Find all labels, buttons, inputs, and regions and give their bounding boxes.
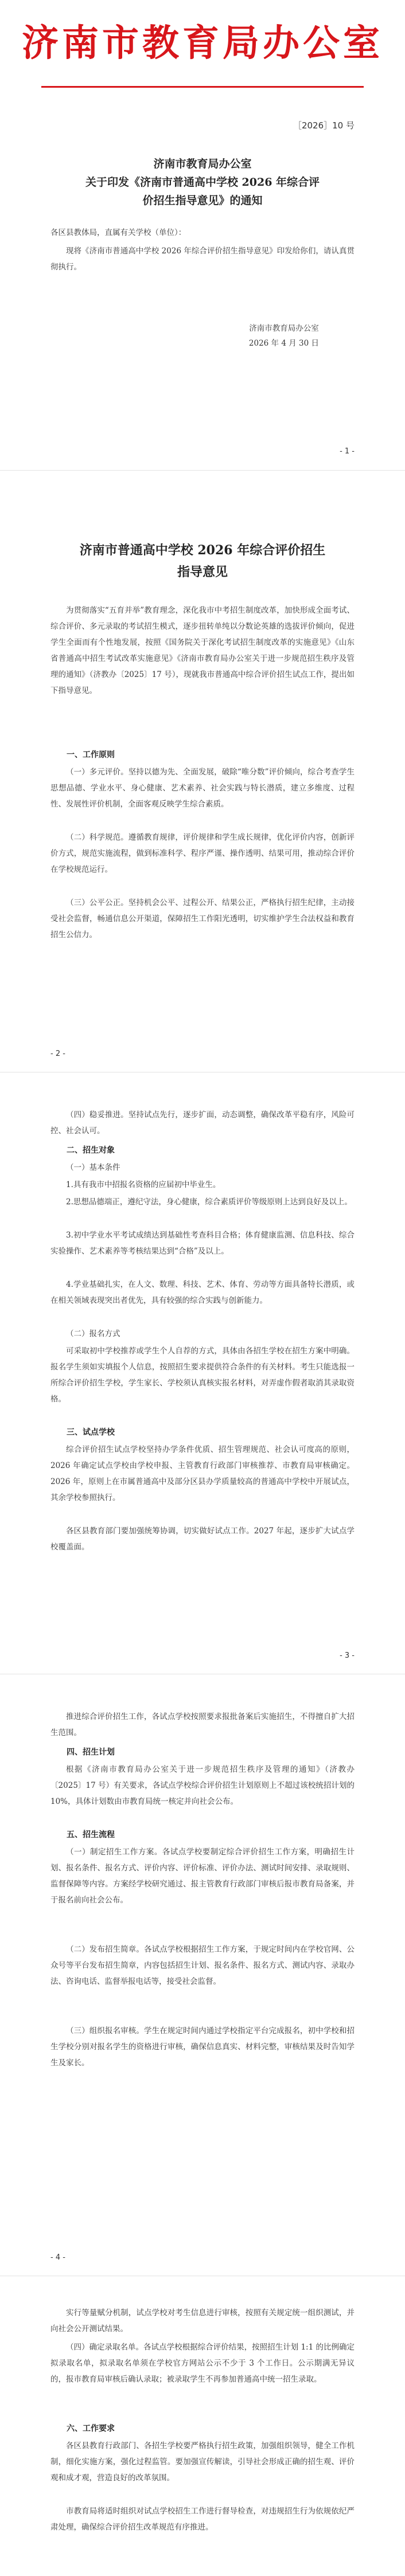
document-page-5 [0, 2276, 405, 2576]
subsection-heading: （一）基本条件 [66, 1163, 120, 1172]
principle-paragraph: （一）多元评价。坚持以德为先、全面发展，破除“唯分数”评价倾向，综合考查学生思想品德、学业水平、身心健康、艺术素养、社会实践与特长潜质，建立多维度、过程性、发展性评价机制，全面客观反映学生综合素质。 [50, 768, 355, 809]
body-paragraph: 各区县教育部门要加强统筹协调，切实做好试点工作。2027 年起，逐步扩大试点学校覆盖面。 [50, 1526, 355, 1552]
body-paragraph: 可采取初中学校推荐或学生个人自荐的方式，具体由各招生学校在招生方案中明确。报名学生须如实填报个人信息，按照招生要求提供符合条件的有关材料。考生只能选报一所综合评价招生学校，学生家长、学校须认真核实报名材料，对弄虚作假者取消其录取资格。 [50, 1346, 355, 1404]
document-page-1 [0, 0, 405, 470]
section-heading: 四、招生计划 [67, 1748, 115, 1757]
section-heading: 三、试点学校 [67, 1428, 115, 1437]
page-number: - 4 - [50, 2253, 65, 2262]
condition-item: 4.学业基础扎实，在人文、数理、科技、艺术、体育、劳动等方面具备特长潜质，或在相关领域表现突出者优先，具有较强的综合实践与创新能力。 [50, 1280, 355, 1305]
body-paragraph: 实行等量赋分机制，试点学校对考生信息进行审核，按照有关规定统一组织测试，并向社会公开测试结果。 [50, 2308, 355, 2334]
body-paragraph: （四）确定录取名单。各试点学校根据综合评价结果，按照招生计划 1:1 的比例确定拟录取名单，拟录取名单须在学校官方网站公示不少于 3 个工作日。公示期满无异议的，报市教育局审核后确认录取；被录取学生不再参加普通高中统一招生录取。 [50, 2343, 355, 2384]
document-page-2 [0, 470, 405, 1072]
document-page-3 [0, 1072, 405, 1674]
body-paragraph: 市教育局将适时组织对试点学校招生工作进行督导检查，对违规招生行为依规依纪严肃处理，确保综合评价招生改革规范有序推进。 [50, 2507, 355, 2532]
signature-block [249, 321, 319, 351]
notice-title [0, 155, 405, 210]
body-paragraph: 根据《济南市教育局办公室关于进一步规范招生秩序及管理的通知》（济教办〔2025〕17 号）有关要求，各试点学校综合评价招生计划原则上不超过该校统招计划的 10%，具体计划数由市教育局统一核定并向社会公布。 [50, 1765, 355, 1806]
body-paragraph: 综合评价招生试点学校坚持办学条件优质、招生管理规范、社会认可度高的原则，2026 年确定试点学校由学校申报、主管教育行政部门审核推荐、市教育局审核确定。2026 年，原则上在市属普通高中及部分区县办学质量较高的普通高中学校中开展试点，其余学校参照执行。 [50, 1445, 355, 1502]
title-line: 济南市普通高中学校 2026 年综合评价招生 [79, 543, 326, 558]
title-line: 关于印发《济南市普通高中学校 2026 年综合评 [85, 176, 320, 189]
guideline-title [0, 539, 405, 583]
body-paragraph: 推进综合评价招生工作，各试点学校按照要求报批备案后实施招生，不得擅自扩大招生范围。 [50, 1712, 355, 1737]
condition-item: 3.初中学业水平考试成绩达到基础性考查科目合格；体育健康监测、信息科技、综合实验操作、艺术素养等考核结果达到“合格”及以上。 [50, 1231, 355, 1256]
subsection-heading: （二）报名方式 [66, 1329, 120, 1338]
page-number: - 2 - [50, 1050, 65, 1058]
signature-org: 济南市教育局办公室 [249, 324, 319, 333]
intro-paragraph: 为贯彻落实“五育并举”教育理念，深化我市中考招生制度改革，加快形成全面考试、综合评价、多元录取的考试招生模式，逐步扭转单纯以分数论英雄的选拔评价倾向，促进学生全面而有个性地发展，按照《国务院关于深化考试招生制度改革的实施意见》《山东省普通高中招生考试改革实施意见》《济南市教育局办公室关于进一步规范招生秩序及管理的通知》（济教办〔2025〕17 号），现就我市普通高中综合评价招生试点工作，提出如下指导意见。 [50, 606, 355, 695]
body-paragraph: （三）组织报名审核。学生在规定时间内通过学校指定平台完成报名，初中学校和招生学校分别对报名学生的资格进行审核，确保信息真实、材料完整，审核结果及时告知学生及家长。 [50, 2026, 355, 2068]
principle-paragraph: （二）科学规范。遵循教育规律，评价规律和学生成长规律，优化评价内容，创新评价方式，规范实施流程，做到标准科学、程序严谨、操作透明、结果可用，推动综合评价在学校规范运行。 [50, 833, 355, 874]
red-divider-line [41, 86, 364, 88]
body-paragraph: （一）制定招生工作方案。各试点学校要制定综合评价招生工作方案，明确招生计划、报名条件、报名方式、评价内容、评价标准、评价办法、测试时间安排、录取规则、监督保障等内容。方案经学校研究通过、报主管教育行政部门审核后报市教育局备案，并于报名前向社会公布。 [50, 1847, 355, 1905]
title-line: 价招生指导意见》的通知 [142, 194, 263, 207]
salutation: 各区县教体局，直属有关学校（单位）： [50, 228, 186, 237]
page-number: - 3 - [340, 1651, 355, 1660]
document-number: ［2026］10 号 [293, 120, 355, 131]
condition-item: 1.具有我市中招报名资格的应届初中毕业生。 [66, 1180, 221, 1189]
body-paragraph: 各区县教育行政部门、各招生学校要严格执行招生政策，加强组织领导，健全工作机制，细化实施方案，强化过程监管。要加强宣传解读，引导社会形成正确的招生观、评价观和成才观，营造良好的改革氛围。 [50, 2441, 355, 2483]
title-line: 济南市教育局办公室 [153, 158, 252, 170]
section-heading: 五、招生流程 [67, 1830, 115, 1839]
body-paragraph: （二）发布招生简章。各试点学校根据招生工作方案，于规定时间内在学校官网、公众号等平台发布招生简章，内容包括招生计划、报名条件、报名方式、测试内容、录取办法、咨询电话、监督举报电话等，接受社会监督。 [50, 1945, 355, 1986]
notice-body: 现将《济南市普通高中学校 2026 年综合评价招生指导意见》印发给你们，请认真贯彻执行。 [50, 246, 355, 272]
principle-paragraph: （四）稳妥推进。坚持试点先行，逐步扩面，动态调整，确保改革平稳有序，风险可控、社会认可。 [50, 1110, 355, 1136]
red-masthead: 济南市教育局办公室 [22, 22, 383, 65]
document-page-4 [0, 1674, 405, 2276]
title-line: 指导意见 [177, 565, 228, 580]
signature-date: 2026 年 4 月 30 日 [248, 339, 319, 348]
condition-item: 2.思想品德端正，遵纪守法，身心健康，综合素质评价等级原则上达到良好及以上。 [66, 1197, 352, 1207]
principle-paragraph: （三）公平公正。坚持机会公平、过程公开、结果公正，严格执行招生纪律，主动接受社会监督，畅通信息公开渠道，保障招生工作阳光透明，切实维护学生合法权益和教育招生公信力。 [50, 898, 355, 939]
page-number: - 1 - [340, 447, 355, 456]
section-heading: 一、工作原则 [67, 750, 115, 760]
section-heading: 六、工作要求 [67, 2424, 115, 2433]
section-heading: 二、招生对象 [67, 1146, 115, 1155]
